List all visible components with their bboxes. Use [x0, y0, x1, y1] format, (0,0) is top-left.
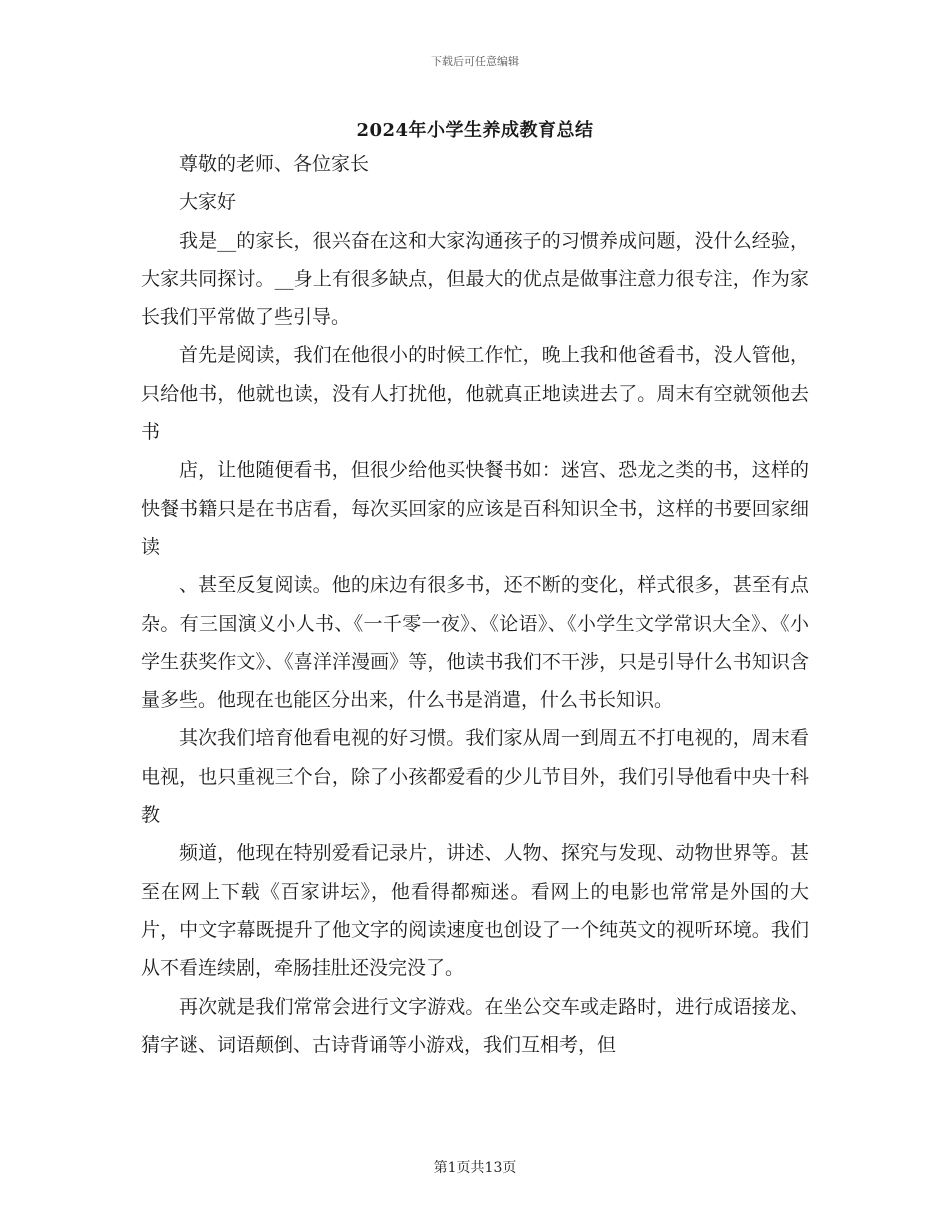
body-paragraph: 频道，他现在特别爱看记录片，讲述、人物、探究与发现、动物世界等。甚至在网上下载《百家讲坛》，他看得都痴迷。看网上的电影也常常是外国的大片，中文字幕既提升了他文字的阅读速度也创设了一个纯英文的视听环境。我们从不看连续剧，牵肠挂肚还没完没了。	[141, 842, 809, 980]
body-paragraph: 我是__的家长，很兴奋在这和大家沟通孩子的习惯养成问题，没什么经验，大家共同探讨。__身上有很多缺点，但最大的优点是做事注意力很专注，作为家长我们平常做了些引导。	[141, 229, 809, 329]
body-paragraph: 店，让他随便看书，但很少给他买快餐书如：迷宫、恐龙之类的书，这样的快餐书籍只是在书店看，每次买回家的应该是百科知识全书，这样的书要回家细读	[141, 459, 809, 558]
body-paragraph: 再次就是我们常常会进行文字游戏。在坐公交车或走路时，进行成语接龙、猜字谜、词语颠倒、古诗背诵等小游戏，我们互相考，但	[141, 995, 809, 1056]
body-paragraph: 、甚至反复阅读。他的床边有很多书，还不断的变化，样式很多，甚至有点杂。有三国演义小人书、《一千零一夜》、《论语》、《小学生文学常识大全》、《小学生获奖作文》、《喜洋洋漫画》等，他读书我们不干涉，只是引导什么书知识含量多些。他现在也能区分出来，什么书是消遣，什么书长知识。	[141, 574, 809, 712]
body-paragraph: 首先是阅读，我们在他很小的时候工作忙，晚上我和他爸看书，没人管他，只给他书，他就也读，没有人打扰他，他就真正地读进去了。周末有空就领他去书	[141, 344, 809, 444]
salutation: 尊敬的老师、各位家长	[179, 153, 370, 175]
document-body	[141, 145, 809, 1064]
body-paragraph: 其次我们培育他看电视的好习惯。我们家从周一到周五不打电视的，周末看电视，也只重视三个台，除了小孩都爱看的少儿节目外，我们引导他看中央十科教	[141, 727, 809, 827]
document-title: 2024年小学生养成教育总结	[356, 120, 594, 141]
greeting: 大家好	[179, 191, 237, 214]
page-number: 第1页共13页	[433, 1160, 517, 1176]
page-header-note: 下载后可任意编辑	[431, 55, 519, 68]
